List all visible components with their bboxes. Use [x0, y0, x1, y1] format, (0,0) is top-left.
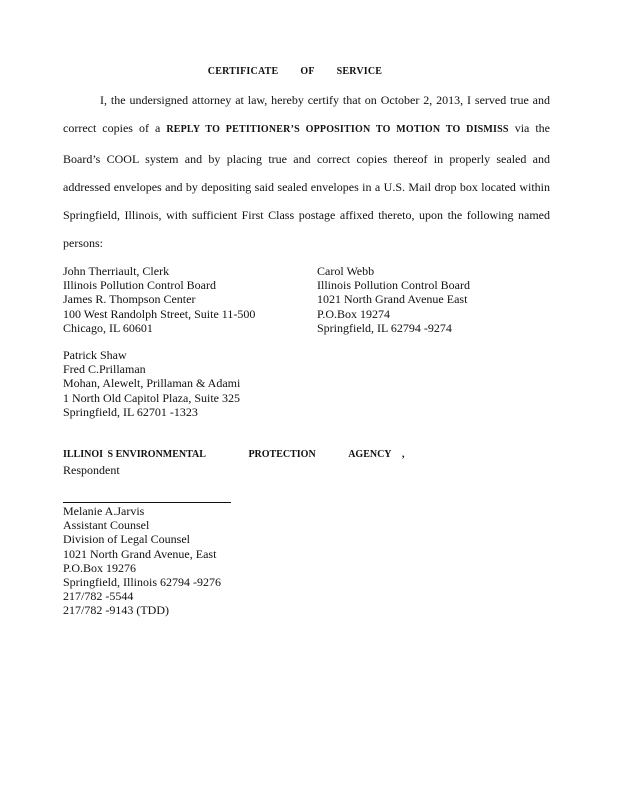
- certification-paragraph: [63, 86, 550, 258]
- agency-word: ,: [402, 449, 405, 460]
- document-heading: [0, 66, 590, 77]
- agency-role: Respondent: [63, 462, 120, 477]
- agency-block: [63, 448, 405, 477]
- signer-line: P.O.Box 19276: [63, 560, 137, 575]
- agency-word: AGENCY: [348, 449, 392, 460]
- agency-name: [63, 448, 405, 463]
- recipient-address-counsel: [63, 348, 240, 419]
- address-line: 1 North Old Capitol Plaza, Suite 325: [63, 390, 240, 405]
- signature-line: [63, 502, 231, 503]
- agency-word: ILLINOI: [63, 449, 104, 460]
- agency-word: S ENVIRONMENTAL: [107, 449, 206, 460]
- signer-line: Springfield, Illinois 62794 -9276: [63, 575, 221, 590]
- signer-line: Melanie A.Jarvis: [63, 504, 145, 518]
- heading-word: CERTIFICATE: [207, 66, 279, 77]
- address-line: Illinois Pollution Control Board: [63, 278, 217, 293]
- recipient-address-clerk: [63, 264, 255, 335]
- signature-block: [63, 504, 221, 618]
- body-text-part1: I, the undersigned attorney at law, hereby certify that on October 2, 2013, I served true and correct copies of a: [63, 93, 550, 136]
- address-line: Fred C.Prillaman: [63, 362, 146, 377]
- address-line: Springfield, IL 62794 -9274: [317, 320, 452, 335]
- address-line: P.O.Box 19274: [317, 306, 391, 321]
- signer-line: 1021 North Grand Avenue, East: [63, 546, 217, 561]
- address-line: Illinois Pollution Control Board: [317, 278, 471, 293]
- address-line: 100 West Randolph Street, Suite 11-500: [63, 306, 256, 321]
- address-line: Chicago, IL 60601: [63, 320, 153, 335]
- signer-line: 217/782 -9143 (TDD): [63, 603, 169, 618]
- document-title-reference: REPLY TO PETITIONER’S OPPOSITION TO MOTION TO DISMISS: [166, 124, 509, 136]
- signer-line: Assistant Counsel: [63, 518, 150, 533]
- heading-word: OF: [300, 66, 315, 77]
- signer-line: 217/782 -5544: [63, 589, 134, 604]
- heading-word: SERVICE: [336, 66, 383, 77]
- body-text-part2: via the Board’s COOL system and by placing true and correct copies thereof in properly sealed and addressed envelopes and by depositing said sealed envelopes in a U.S. Mail drop box located within Springfield, Illinois, with sufficient First Class postage affixed thereto, upon the following named persons:: [63, 121, 551, 251]
- address-line: James R. Thompson Center: [63, 292, 196, 307]
- agency-word: PROTECTION: [248, 449, 316, 460]
- address-line: Springfield, IL 62701 -1323: [63, 404, 198, 419]
- address-line: 1021 North Grand Avenue East: [317, 292, 468, 307]
- address-line: John Therriault, Clerk: [63, 264, 170, 278]
- signer-line: Division of Legal Counsel: [63, 532, 190, 547]
- address-line: Mohan, Alewelt, Prillaman & Adami: [63, 376, 241, 391]
- address-line: Patrick Shaw: [63, 348, 127, 362]
- recipient-address-webb: [317, 264, 470, 335]
- address-line: Carol Webb: [317, 264, 375, 278]
